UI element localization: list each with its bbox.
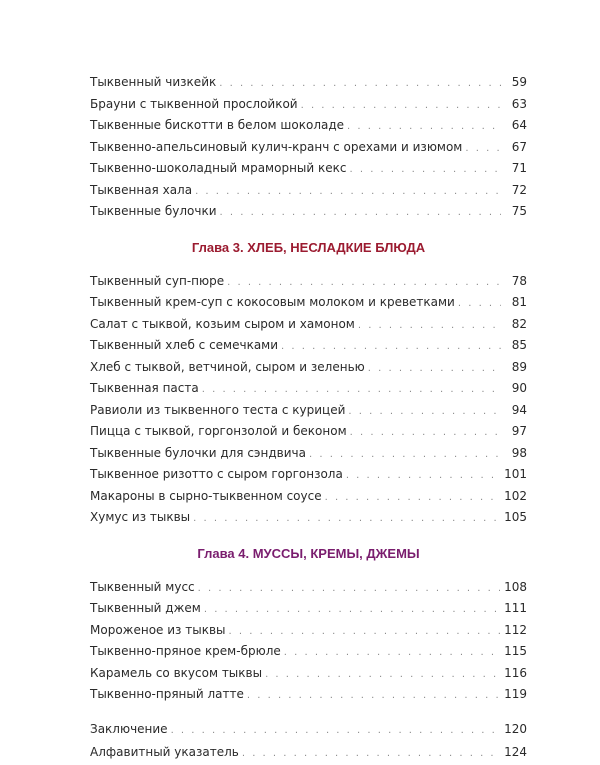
toc-leader-dots xyxy=(202,379,501,401)
toc-leader-dots xyxy=(247,685,500,707)
toc-entry-page: 89 xyxy=(511,359,527,374)
toc-entry-title: Пицца с тыквой, горгонзолой и беконом xyxy=(90,424,347,438)
toc-entry xyxy=(90,158,527,180)
toc-leader-dots xyxy=(301,95,501,117)
toc-entry-page: 102 xyxy=(504,488,527,503)
toc-entry xyxy=(90,357,527,379)
toc-leader-dots xyxy=(195,181,501,203)
prev-chapter-entries xyxy=(90,72,527,223)
toc-leader-dots xyxy=(348,401,501,423)
toc-leader-dots xyxy=(281,336,501,358)
toc-leader-dots xyxy=(309,444,501,466)
toc-entry-page: 71 xyxy=(511,161,527,175)
toc-entry-title: Карамель со вкусом тыквы xyxy=(90,665,263,680)
toc-entry-page: 63 xyxy=(511,96,527,111)
toc-leader-dots xyxy=(349,159,501,181)
toc-entry-title: Тыквенно-шоколадный мраморный кекс xyxy=(90,161,347,175)
toc-entry-title: Мороженое из тыквы xyxy=(90,622,226,637)
toc-entry-title: Алфавитный указатель xyxy=(90,744,239,759)
toc-entry xyxy=(90,314,527,336)
toc-entry-title: Тыквенный суп-пюре xyxy=(90,273,225,288)
chapter-4-heading xyxy=(90,545,527,563)
toc-entry-page: 94 xyxy=(511,402,527,417)
toc-entry xyxy=(90,443,527,465)
table-of-contents xyxy=(90,72,527,764)
toc-entry-page: 108 xyxy=(504,579,527,594)
toc-entry-title: Тыквенный хлеб с семечками xyxy=(90,338,279,352)
toc-entry xyxy=(90,421,527,443)
chapter-4-entries xyxy=(90,577,527,706)
toc-entry-page: 64 xyxy=(511,118,527,132)
toc-entry-page: 124 xyxy=(504,744,527,759)
chapter-4-prefix: Глава 4. xyxy=(197,545,250,561)
toc-leader-dots xyxy=(219,73,501,95)
toc-entry xyxy=(90,378,527,400)
chapter-3-prefix: Глава 3. xyxy=(191,239,244,255)
toc-entry xyxy=(90,464,527,486)
toc-entry-page: 111 xyxy=(504,601,527,615)
toc-entry xyxy=(90,72,527,94)
toc-entry xyxy=(90,400,527,422)
toc-leader-dots xyxy=(171,719,501,742)
toc-entry-title: Заключение xyxy=(90,721,168,736)
toc-entry xyxy=(90,598,527,620)
toc-entry-page: 119 xyxy=(504,687,527,701)
toc-leader-dots xyxy=(242,742,500,765)
toc-entry xyxy=(90,663,527,685)
toc-entry xyxy=(90,94,527,116)
toc-entry xyxy=(90,137,527,159)
toc-entry-page: 81 xyxy=(511,295,527,309)
toc-entry-title: Тыквенный мусс xyxy=(90,579,195,594)
toc-leader-dots xyxy=(346,465,500,487)
toc-entry-title: Тыквенный крем-суп с кокосовым молоком и креветками xyxy=(90,295,455,309)
toc-entry-page: 120 xyxy=(504,721,527,736)
toc-leader-dots xyxy=(350,422,501,444)
toc-entry xyxy=(90,641,527,663)
toc-leader-dots xyxy=(193,508,500,530)
toc-entry xyxy=(90,486,527,508)
toc-leader-dots xyxy=(220,202,501,224)
toc-entry xyxy=(90,335,527,357)
toc-entry-page: 59 xyxy=(511,75,527,89)
toc-entry xyxy=(90,577,527,599)
toc-entry-page: 78 xyxy=(511,273,527,288)
toc-entry-page: 105 xyxy=(504,510,527,524)
toc-entry xyxy=(90,507,527,529)
toc-entry-page: 75 xyxy=(511,204,527,218)
toc-entry xyxy=(90,620,527,642)
chapter-3-heading xyxy=(90,239,527,257)
toc-entry-page: 67 xyxy=(511,139,527,154)
toc-entry-title: Хумус из тыквы xyxy=(90,510,191,524)
toc-leader-dots xyxy=(204,599,500,621)
toc-leader-dots xyxy=(368,358,501,380)
toc-entry-page: 97 xyxy=(511,424,527,438)
toc-leader-dots xyxy=(265,664,500,686)
toc-entry xyxy=(90,292,527,314)
toc-entry-title: Равиоли из тыквенного теста с курицей xyxy=(90,402,346,417)
toc-entry xyxy=(90,180,527,202)
toc-entry-title: Тыквенно-пряное крем-брюле xyxy=(90,644,281,658)
toc-entry-page: 82 xyxy=(511,316,527,331)
toc-entry-page: 98 xyxy=(511,445,527,460)
toc-entry-title: Тыквенно-пряный латте xyxy=(90,687,244,701)
toc-leader-dots xyxy=(284,642,500,664)
toc-leader-dots xyxy=(358,315,501,337)
toc-leader-dots xyxy=(458,293,501,315)
toc-leader-dots xyxy=(325,487,501,509)
toc-entry-title: Брауни с тыквенной прослойкой xyxy=(90,96,298,111)
toc-entry-title: Тыквенные бискотти в белом шоколаде xyxy=(90,118,345,132)
chapter-3-entries xyxy=(90,271,527,529)
toc-entry-title: Тыквенный джем xyxy=(90,601,201,615)
toc-entry-page: 90 xyxy=(511,381,527,395)
toc-entry-title: Тыквенный чизкейк xyxy=(90,75,217,89)
toc-entry-page: 85 xyxy=(511,338,527,352)
toc-entry-title: Тыквенная хала xyxy=(90,182,193,197)
toc-entry-title: Тыквенная паста xyxy=(90,381,199,395)
toc-entry-page: 116 xyxy=(504,665,527,680)
toc-entry xyxy=(90,201,527,223)
toc-entry-title: Хлеб с тыквой, ветчиной, сыром и зеленью xyxy=(90,359,365,374)
toc-entry-page: 101 xyxy=(504,467,527,481)
toc-entry-title: Тыквенные булочки для сэндвича xyxy=(90,445,306,460)
toc-leader-dots xyxy=(227,272,501,294)
toc-entry-title: Салат с тыквой, козьим сыром и хамоном xyxy=(90,316,355,331)
toc-entry-title: Тыквенное ризотто с сыром горгонзола xyxy=(90,467,343,481)
toc-entry-title: Тыквенно-апельсиновый кулич-кранч с орехами и изюмом xyxy=(90,139,463,154)
toc-leader-dots xyxy=(347,116,501,138)
toc-entry xyxy=(90,718,527,741)
toc-entry-page: 112 xyxy=(504,622,527,637)
toc-entry xyxy=(90,684,527,706)
toc-leader-dots xyxy=(198,578,500,600)
toc-entry-page: 115 xyxy=(504,644,527,658)
toc-leader-dots xyxy=(229,621,501,643)
chapter-4-title: МУССЫ, КРЕМЫ, ДЖЕМЫ xyxy=(252,545,420,561)
toc-entry xyxy=(90,741,527,764)
toc-entry-page: 72 xyxy=(511,182,527,197)
toc-entry xyxy=(90,271,527,293)
chapter-3-title: ХЛЕБ, НЕСЛАДКИЕ БЛЮДА xyxy=(247,239,426,255)
toc-leader-dots xyxy=(465,138,501,160)
back-matter-entries xyxy=(90,718,527,764)
toc-entry-title: Макароны в сырно-тыквенном соусе xyxy=(90,488,322,503)
toc-entry xyxy=(90,115,527,137)
toc-entry-title: Тыквенные булочки xyxy=(90,204,217,218)
